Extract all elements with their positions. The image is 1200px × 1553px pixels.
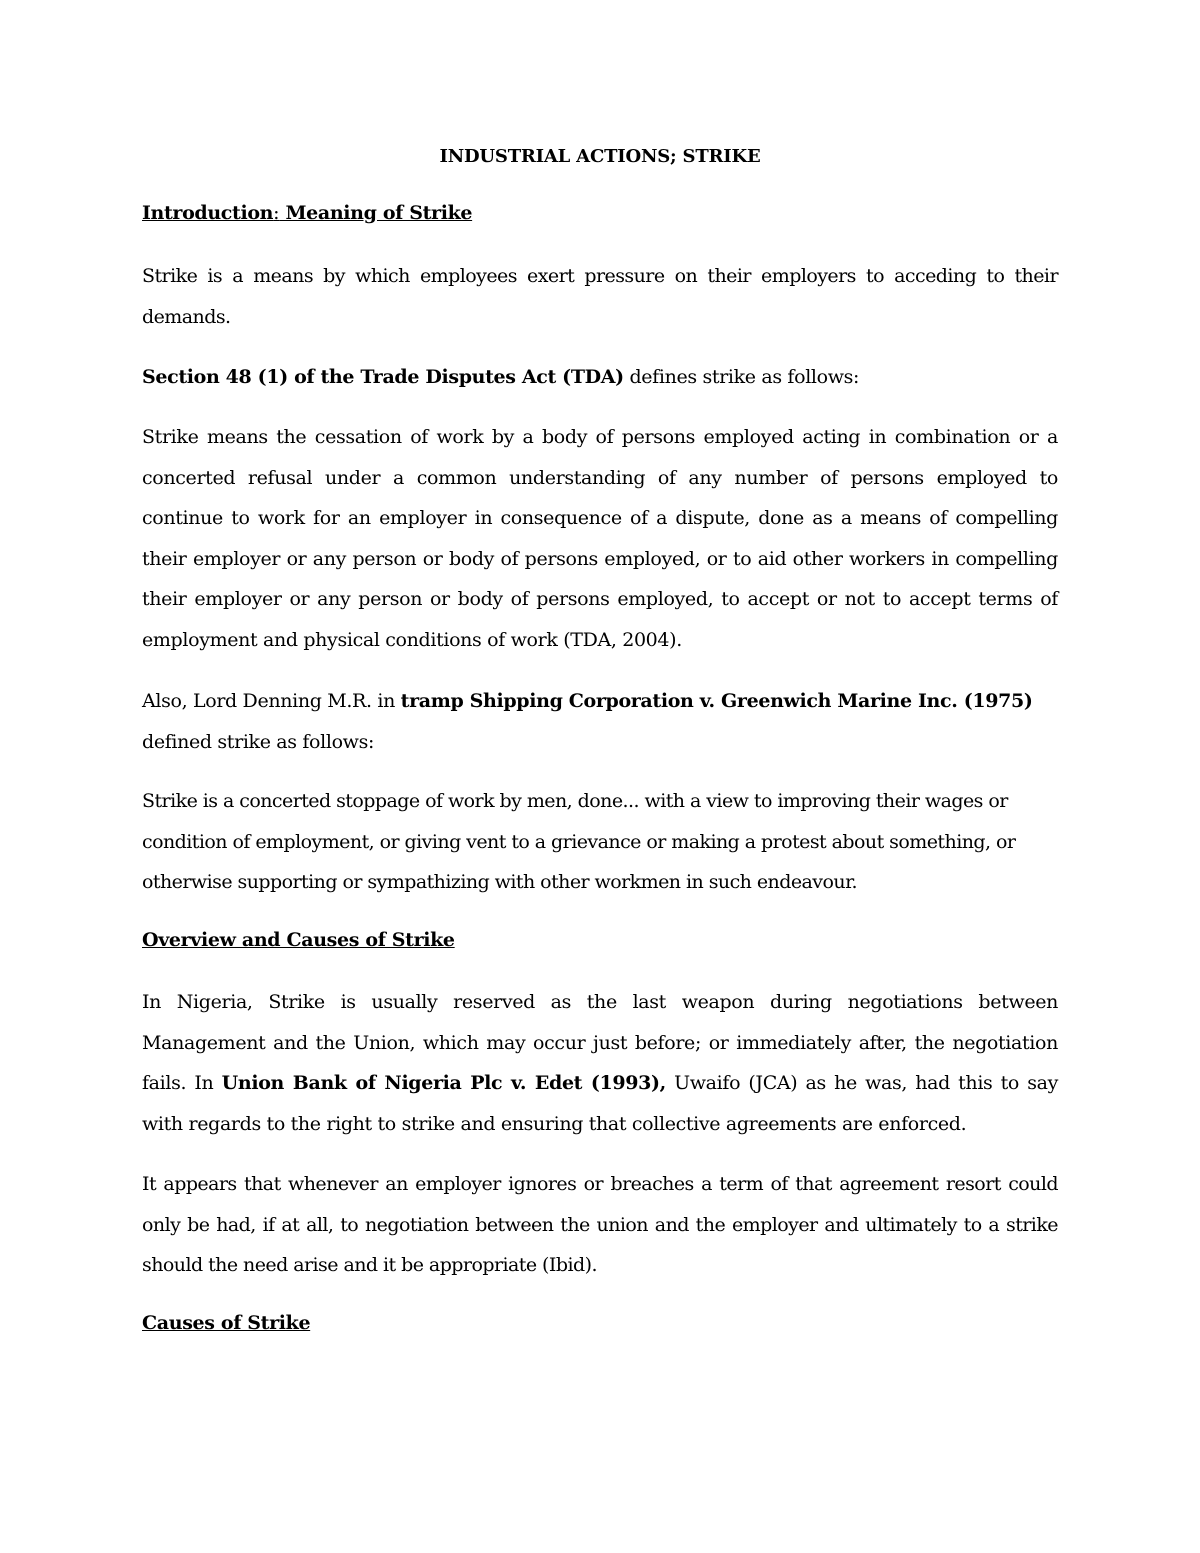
- intro-heading-topic: Meaning of Strike: [279, 202, 473, 224]
- paragraph-nigeria-end: Uwaifo (JCA) as he was, had this to say with regards to the right to strike and ensuring that collective agreements are enforced.: [142, 1072, 1058, 1135]
- paragraph-lord-denning-intro: Also, Lord Denning M.R. in: [142, 690, 401, 712]
- statute-reference: Section 48 (1) of the Trade Disputes Act (TDA): [142, 366, 624, 388]
- document-title: INDUSTRIAL ACTIONS; STRIKE: [439, 146, 761, 167]
- paragraph-section-48: [142, 357, 1058, 398]
- case-citation-tramp-shipping: tramp Shipping Corporation v. Greenwich Marine Inc. (1975): [400, 690, 1033, 712]
- paragraph-nigeria-intro: In Nigeria, Strike is usually reserved as the last weapon during negotiations between Management and the Union, which may occur just before; or immediately after, the negotiation fails. In: [142, 991, 1058, 1094]
- paragraph-section-48-text: defines strike as follows:: [623, 366, 860, 388]
- overview-heading: Overview and Causes of Strike: [142, 929, 455, 951]
- paragraph-nigeria-overview: [142, 982, 1058, 1144]
- paragraph-strike-definition: Strike is a means by which employees exert pressure on their employers to acceding to their demands.: [142, 265, 1058, 328]
- paragraph-ibid-quote: It appears that whenever an employer ignores or breaches a term of that agreement resort could only be had, if at all, to negotiation between the union and the employer and ultimately to a strike should the need arise and it be appropriate (Ibid).: [142, 1173, 1058, 1276]
- causes-heading: Causes of Strike: [142, 1312, 311, 1334]
- paragraph-tda-definition: Strike means the cessation of work by a body of persons employed acting in combination or a concerted refusal under a common understanding of any number of persons employed to continue to work for an employer in consequence of a dispute, done as a means of compelling their employer or any person or body of persons employed, or to aid other workers in compelling their employer or any person or body of persons employed, to accept or not to accept terms of employment and physical conditions of work (TDA, 2004).: [142, 426, 1058, 651]
- paragraph-lord-denning: [142, 681, 1058, 762]
- intro-heading-colon: :: [273, 202, 280, 224]
- paragraph-lord-denning-end: defined strike as follows:: [142, 730, 375, 753]
- paragraph-denning-definition: Strike is a concerted stoppage of work by men, done... with a view to improving their wages or condition of employment, or giving vent to a grievance or making a protest about something, or otherwise supporting or sympathizing with other workmen in such endeavour.: [142, 790, 1016, 893]
- intro-heading: [142, 202, 472, 224]
- intro-heading-label: Introduction: [142, 202, 274, 224]
- case-citation-union-bank: Union Bank of Nigeria Plc v. Edet (1993),: [221, 1072, 666, 1094]
